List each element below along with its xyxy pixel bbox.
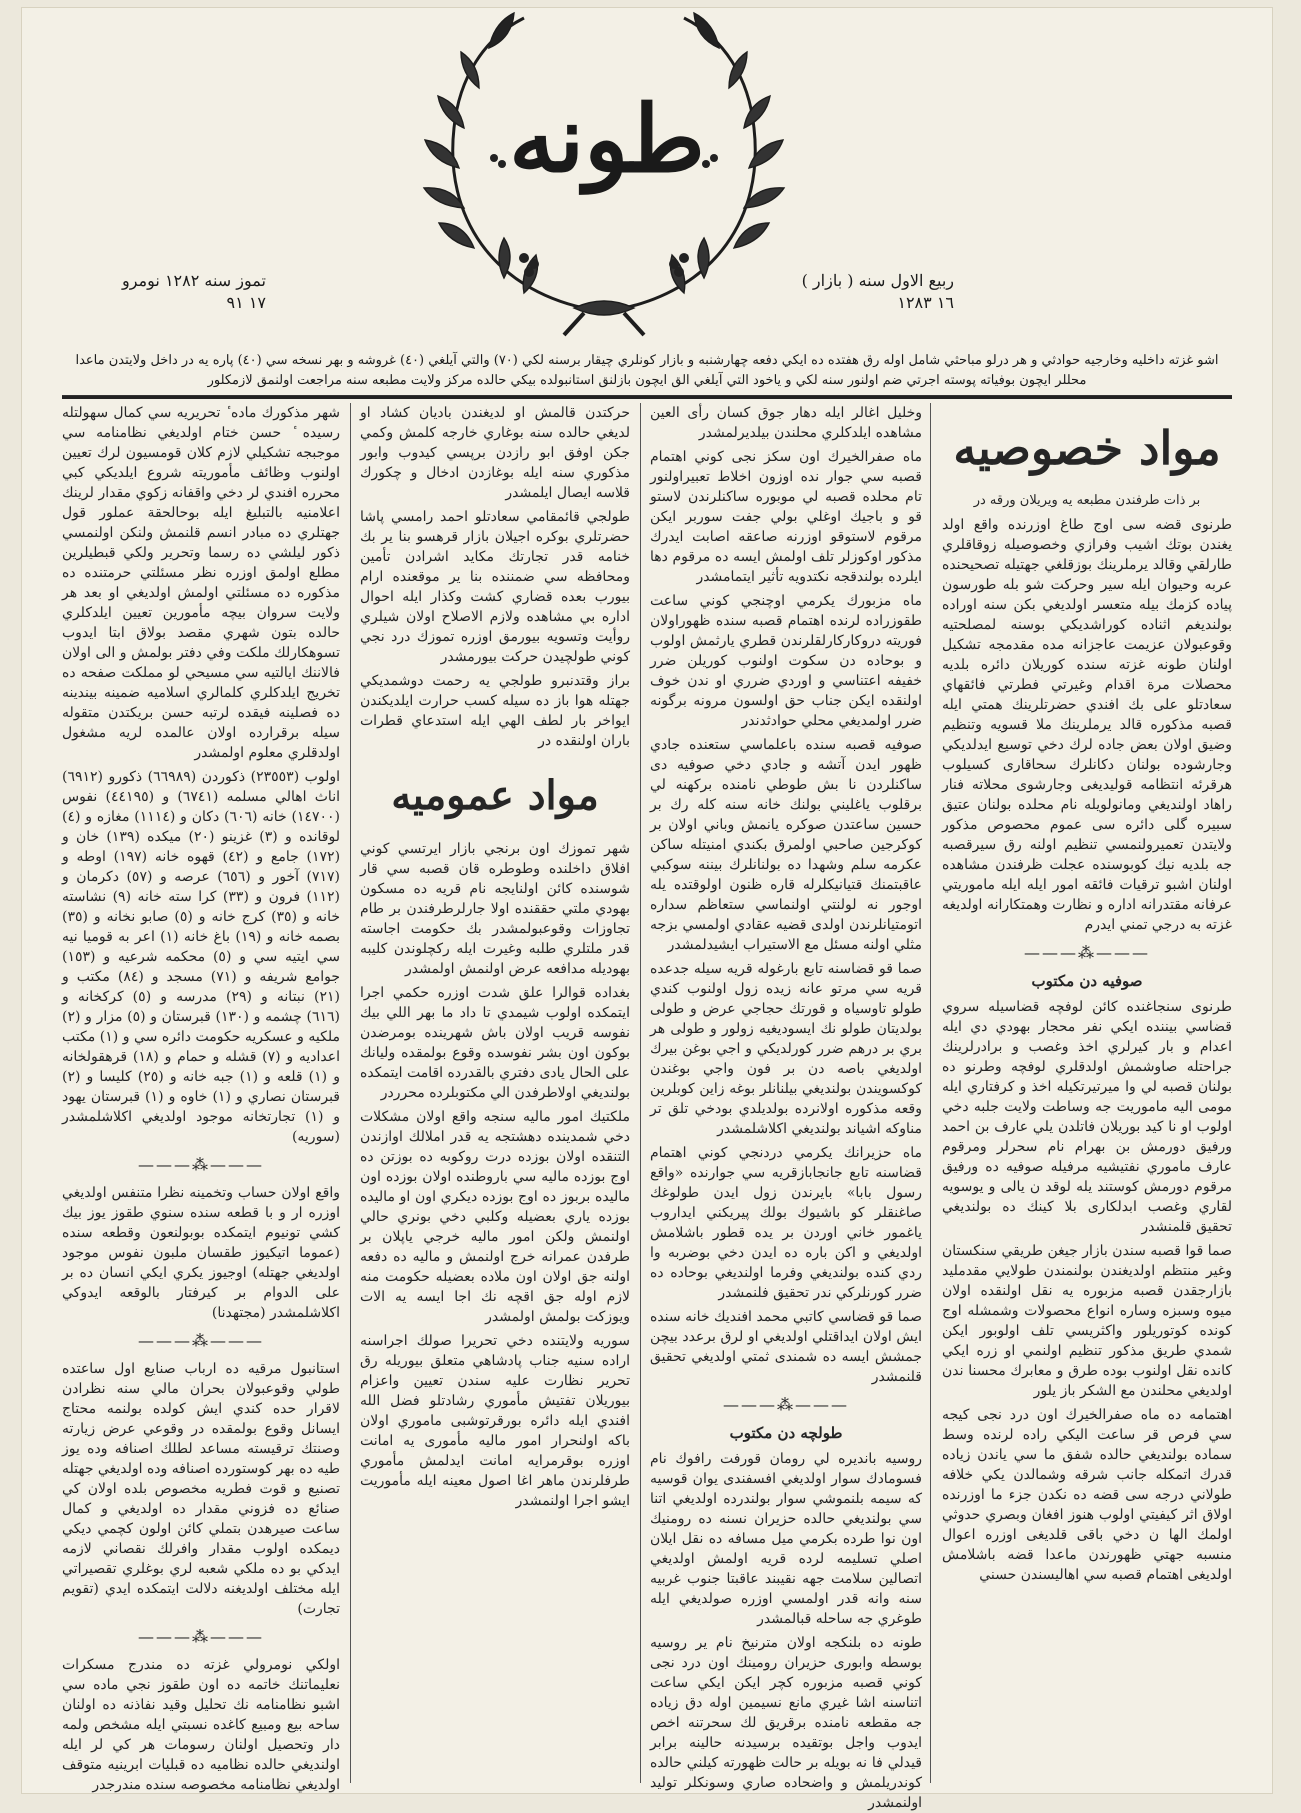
divider-ornament: ———⁂——— (723, 1395, 849, 1414)
article-paragraph: بغداده قوالرا علق شدت اوزره حكمي اجرا ايتمكده اولوب شيمدي تا داد ما بهر اللي بيك نفوسه قريب اولان باش شهرينده بومرضدن بوكون اون بشر نفوسده وقوع بولمقده وليانك على الحال يادى دفتري بالقدرده اقامت ايتمكده بولنديغي اولاطرفدن الي مكتوبلرده محرردر (360, 985, 630, 1101)
newspaper-page (22, 8, 1272, 1811)
article-paragraph: اهتمامه ده ماه صفرالخيرك اون درد نجى كيجه سي فرص قر ساعت اليكي راده لرنده وسط سماده بولنديغي حالده شفق ما سي ياندن زياده قدرك اتمكله جانب شرقه وشمالدن يكي خلافه طولاني درجه سى قضه ده نكدن جزء ما اوزرنده اولاق اثر كيفيتي اولوب هنوز افغان وبصري حدوثي اولمك الها ن دخي باقى قلديغى اوزره اعوال منسبه جهتي ظهورندن ماعدا قضه باشلامش اولديغى اهتمام قصبه سي اهاليسندن حسني (942, 1407, 1232, 1583)
newspaper-title: طونه (509, 85, 705, 193)
article-paragraph: طولجي قائمقامي سعادتلو احمد رامسي پاشا حضرتلري بوكره اجيلان بازار قرهسو بنا ير بك خنامه قدر تجارتك مكايد اشرادن تأمين ومحافظه سي ضمننده بنا ير موقعنده ارام بيورب بعده قضاري كشت وكذار ايله احوال اداره بي مشاهده ولازم الاصلاح اولان شيلري روأيت وتسويه بيورمق اوزره تموزك درد نجي كوني طولچيدن حركت بيورمشدر (360, 509, 630, 665)
column-1 (942, 403, 1232, 1783)
article-paragraph: طرنوى قضه سى اوج طاغ اوزرنده واقع اولد يغندن بوتك اشيب وفرازي وخصوصيله زوقاقلري طارلقي وقالد يرملرينك بوزقلغي جهتيله تصحيحنده عربه وحيوان ايله سير وحركت شو بله طورسون پياده كزمك بيله متعسر اولديغي بكن سنه اوراده بولنديغم اثناده كوراشديكي بوسنه لمصلحتيه وقوعبولان عزيمت عاجزانه مده مقدمجه تشكيل اولنان طونه غزته سنده كوريلان دائره بلديه محصلات مرة اقدام وغيرتي فطرتي فائقهاي سعادتلو على بك افندي حضرتلرينك همتي ايله قصبه مذكوره قالد يرملرينك ملا قسويه وتنظيم وضيق اولان بعض جاده لرك دخي توسيع ايدلديكي وجارشوده بولنان دكانلرك سحاقارى كسيلوب هرقرئه انتظامه قوليديغى وجارشوى محلاته فنار راهاد اولنديغي ومانولويله نام محلده بولنان عتيق سبيره گلى دائره سى عموم محصوص مذكور ولايتدن تعميرولنمسي تنظيم اولنه رق سيرقصبه جه بلديه نيك كوبوسنده عجلت ظرفندن مشاهده اولنان اشبو ترقيات فائقه امور ايله ايله ماموريتي عرفانه مقتدرانه اداره و نظارت وهمتكارانه اولديغه غزته به درجي تمني ايدرم (942, 517, 1232, 933)
article-paragraph: صما قو قضاسي كاتبي محمد افنديك خانه سنده ايش اولان ايداقتلي اولديغي او لرق برعدد بيچن جمشش ايسه ده شمندى ثمتي اولديغي تحقيق قلنمشدر (650, 1309, 922, 1385)
article-paragraph: شهر تموزك اون برنجي بازار ايرتسي كوني افلاق داخلنده وطوطره قان قصبه سي قار شوسنده كائن اولنايجه نام قريه ده مسكون بهودي ملتي حققنده اولا جارلرطرفندن بر طام تجاوزات وقوعبولمشدر بك حكومت اجاسته قدر ملتلري طلبه وغيرت ايله ركچلوندن كليبه بهوديله مدافعه عرض اولنمش اولمشدر (360, 841, 630, 977)
article-paragraph: اولوب (٢٣٥٥٣) ذكوردن (٦٦٩٨٩) ذكورو (٦٩١٢) اناث اهالي مسلمه (٦٧٤١) و (٤٤١٩٥) نفوس (١٤٧٠٠) خانه (٦٠٦) دكان و (١١١٤) مغازه و (٤) لوقانده و (٣) غزينو (٢٠) ميكده (١٣٩) خان و (١٧٢) جامع و (٤٢) قهوه خانه (١٩٧) اوطه و (٧١٧) آخور و (٦٥٦) عرصه و (٥٧) دكرمان و (١١٢) فرون و (٣٣) كرا سته خانه (٩) نشاسته خانه و (٣٥) كرج خانه و (٥) صابو نخانه و (٣٥) بصمه خانه و (١٩) باغ خانه (١) اعر به قوميا نيه سي ايتيه سي و (٥) محكمه شرعيه و (١٥٣) جوامع شريفه و (٧١) مسجد و (٨٤) مكتب و (٢١) نبتانه و (٢٩) مدرسه و (٥) كركخانه و (٦١٦) چشمه و (١٣٠) قبرستان و (٥) مزار و (٢) ملكيه و عسكريه حكومت دائره سي و (١) مكتب اعداديه و (٧) قشله و حمام و (١٨) قرهقولخانه و (١) قلعه و (١) جبه خانه و (٢٥) كليسا و (٢) قبرستان نصاري و (١) خاوه و (١) قبرستان يهود و (١) تجارتخانه موجود اولديغي اكلاشلمشدر (سوريه) (62, 769, 341, 1145)
dateline-rumi-line1: تموز سنه ١٢٨٢ نومرو (122, 271, 266, 290)
column-2 (650, 403, 922, 1811)
divider-ornament: ———⁂——— (138, 1331, 264, 1350)
column-4 (62, 403, 341, 1793)
article-paragraph: ماه صفرالخيرك اون سكز نجى كوني اهتمام قصبه سي جوار نده اوزون اخلاط تعبيراولنور تام محلده قصبه لي موبوره ساكنلرندن لاستو قو و باجيك اوغلي بولي جفت سوربر ايكن مرقوم لاستوقو اوزرنه صاعقه اصابت ايدرك مذكور اوكوزلر تلف اولمش ايسه ده مرقوم دها ايلرده بولندقجه نكتدويه تأثير ايتمامشدر (650, 449, 922, 585)
column-rule (930, 403, 931, 1783)
article-paragraph: روسيه بانديره لي رومان قورفت رافوك نام فسومادك سوار اولديغي افسفندى يوان قوسيه كه سيمه بلنموشي سوار بولندرده اولديغي اتنا سي بولنديغي حالده حزيران نسنه ده رومنيك اون نوا طرده بكرمي ميل مسافه ده نقل ايلان اصلي تسليمه لرده قريه اولمش اولديغي اتصالين سلامت جهه نقيبند عاقبتا جنوب غربيه سنه وانه قدر اولمسي اوزره صولديغي ايله طوغري جه ساحله قبالمشدر (650, 1451, 922, 1627)
article-paragraph: حركتدن قالمش او لديغندن باديان كشاد او لديغي حالده سنه بوغاري خارجه كلمش وكمي جكن اوفق ابو رازدن برپسي كيدوب وابور مذكوري سنه ايله بوغازدن ادخال و چكورك قلاسه ايصال ايلمشدر (360, 405, 630, 501)
dateline-rumi (122, 270, 266, 314)
article-paragraph: ماه مزبورك يكرمي اوچنجي كوني ساعت طقوزراده لرنده اهتمام قصبه سنده ظهوراولان فوريته دروكاركارلقلرندن قطري يارثمش اولوب و بوحاده دن سكوت اولنوب كوريلن ضرر خفيفه اعتناسي و اوردي ضرري او ندن خوف اولنقده ايكن جناب حق اولسون مرونه برگونه ضرر اولمديغي محلي حوادثدندر (650, 593, 922, 729)
divider-ornament: ———⁂——— (1024, 943, 1150, 962)
article-paragraph: طونه ده بلنكجه اولان مترنيخ نام ير روسيه بوسطه وابورى حزيران رومينك اون درد نجى كوني قصبه مزبوره كچر ايكن ايكي ساعت اتناسنه اشا غيري مانع نسيمين اوله دق زياده جه مقطعه نامنده برقريق لك سحرتنه اخص ايدوب واجل بوتقيده برسيدنه حالينه برابر قيدلي فا نه بويله بر حالت ظهورته كيلني حالده كوندريلمش و واضحاده صاري وسونكلر توليد اولنمشدر (650, 1635, 922, 1811)
column-rule (350, 403, 351, 1783)
article-paragraph: شهر مذكورك ماده ٔ تحريريه سي كمال سهولتله رسيده ٔ حسن ختام اولديغي نظامنامه سي موجبجه تشكيلي لازم كلان قومسيون لرك تعيين اولنوب وظائف مأموريته شروع ايلديكي كبي محرره افندي لر دخي واقفانه زكوي مقدار لرينك اعلامنيه بالتبليغ ايله بوحالحقة عملور قول جهتلري ده مبادر انسم قلنمش ولنكن اولنمسي ذكور ليلشي ده رسما وتحرير ولكي قبطيلرين مطلع اولمق اوزره نظر مسئلتي حرمتنده ده مذكوره ده مسئلتي اولمش اولديغي او بعد هر ولايت سروان بيچه مأمورين تعيين ايلدكلري حالده بتون شهري مقصد بولاق ابتا ايدوب تسوهكارلك ملكت وفي دفتر بولمش و الى اولان فالاننك ايالتيه سي مسيحي لو مملكت صفحه ده تخريج ايلدكلري كلمالري اسلاميه ضمينه بيندينه ده فصلينه فيقده لرتبه حسن بريكتدن متقوله سيله برقرارده اولان عالمده لريه مشغول اولدقلري معلوم اولمشدر (62, 405, 340, 761)
article-paragraph: اولكي نومرولي غزته ده مندرج مسكرات نعليماتنك خاتمه ده اون طقوز نجي ماده سي اشبو نظامنامه نك تحليل وقيد نفاذنه ده اولنان ساحه بيع ومبيع كاغده نسبتي ايله مشخص ولمه دار وتحصيل اولنان رسومات هر كي لر ايله اولنديغي حالده نظاميه ده قبليات ابرينيه متوقف اولديغي نظامنامه مخصوصه سنده مندرجدر (62, 1657, 340, 1793)
article-paragraph: طرنوى سنجاغنده كائن لوفچه قضاسيله سروي قضاسي بيننده ايكي نفر محجار بهودي دي ايله اعدام و بار كيرلري اخذ وغصب و برادرلرينك جراحتله صاوشمش اولدقلري لوفچه وطرنو ده بولنان قصبه لي وا ميرتيرتكيله اخذ و كرفتاري ايله مومى اليه ماموريت جه وساطت ولايت جلبه دخي اولوب او نا كيد بوريلان فاتلدن يلي عارف بن احمد ورفيق دورمش بن بهرام نام سحرلر ومرقوم عارف ماموري نفتيشيه مرفيله صوفيه ده ورفيق مرقوم دورمش كوستند يله لوقد ن يالى و يوسويه لقاري وغصب ابدلكارى بلا كينك ده بولنديغي تحقيق قلمنشدر (942, 999, 1232, 1235)
article-paragraph: صوفيه قصبه سنده باعلماسي ستعنده جادي ظهور ايدن آتشه و جادي دخي صوفيه دى ساكنلردن نا بش طوطي نامنده بركهنه لي برقلوب ياغليني بولنك خانه سنه كله رك بر حسين ساعتدن صوكره يانمش وباني اولان بر كوكرجين صاحبي اولمرق بكندي امنيتله ساكن عكرمه سلم وشهدا ده بولنانلرك بيننه سوكبي عاقبتمنك قتيانيكلرله قاره ظنون اولوقتده يله اوجور نه لولنتي اولنماسي ستعاظم سداره اتومتيانلرندن اولدى قضيه عقادي اولمسي بزجه مثلي اولنه مسئل مع الاستيراب ايشيدلمشدر (650, 737, 922, 953)
subscription-notice: اشو غزته داخليه وخارجيه حوادثي و هر درلو مباحثي شامل اوله رق هفتده ده ايكي دفعه چهارشنبه و بازار كونلري چيقار برسنه لكي (٧٠) والتي آيلغي (٤٠) غروشه و بهر نسخه سي (٤٠) پاره يه در داخل ولايتدن ماعدا محللر ايچون بوفياته پوسته اجرتي ضم اولنور سنه لكي و ياخود التي آيلغي الق ايچون بازلنق استانبولده بيكي حالده مركز ولايت مطبعه سنه مراجعت اولنمق لازمكلور (62, 351, 1232, 396)
dateline-hijri-line2: ١٦ ١٢٨٣ (897, 293, 954, 312)
article-paragraph: ماه حزيرانك يكرمي دردنجي كوني اهتمام قضاسنه تابع جانجابازقريه سي جوارنده «واقع رسول بابا» بايرندن زول ايدن طولوغك صاغنقلر كو باشيوك بولك پيريكني ايداروب ياغمور خاني اوردن بر يده قطور باشلامش اولديغي و اكن باره ده ايدن دخي بوضربه وا ردي كنده بولنديغي وفرما اولنديغي بوحاده ده ضرر كورنلركي ندر تحقيق فلنمشدر (650, 1145, 922, 1301)
dateline-rumi-line2: ١٧ ٩١ (226, 293, 266, 312)
column-rule (640, 403, 641, 1783)
subheading-tulcea-letter: طولچه دن مكتوب (729, 1424, 843, 1442)
article-paragraph: براز وقتدنبرو طولجي يه رحمت دوشمديكي جهتله هوا باز ده سيله كسب حرارت ايلديكندن ايواخر بار لطف الهي ايله استدعاي قطرات باران اولنقده در (360, 673, 630, 749)
article-paragraph: صما قوا قصبه سندن بازار جيغن طريقي سنكستان وغير منتظم اولديغندن بولنمندن طولايي مقدمليد بازارجقدن قصبه مزبوره يه نقل اولنقده اولان ميوه وسبزه وساره انواع محصولات وشمشله اوج كونده كوتوريلور واكثريسي تلف اولوبور ايكن شمدي طريق مذكور تنظيم اولنمي او زره ايكي كانده نقل اولنوب بوده طرق و معابرك محسنا ندن اولديغي محلندن مع الشكر باز يلور (942, 1243, 1232, 1399)
section-title-local: مواد خصوصيه (953, 421, 1221, 475)
article-paragraph: استانبول مرقيه ده ارباب صنايع اول ساعتده طولي وقوعبولان بحران مالي سنه نظرادن لاقرار حده كندي ايش كولده بولنمه محتاج ايسانل وقوع بولمقده در وقوعي عرض زيارته وصنتك ترقيسته مساعد لطلك اصنافه وده يوز طيه ده بهر كوستورده اصنافه وده اولديغي جهتله تصنيع و قوت فطريه مخصوص بلده اولان كي صنائع ده فزوني مقدار ده اولديغي و كمال ساعت صيرهدن بتملي كائن اولون كچمي ديكي ديمكده اولوب مقدار وافرلك نقصاني لازمه ايدكي بو ده ملكي شعبه لري بوغلري تقصيراتي ايله مختلف اولديغنه دلالت ايتمكده ايدي (تقويم تجارت) (62, 1361, 340, 1617)
divider-ornament: ———⁂——— (138, 1155, 264, 1174)
dateline-hijri (802, 270, 954, 314)
dateline-hijri-line1: ربيع الاول سنه ( بازار ) (801, 271, 954, 290)
article-paragraph: صما قو قضاسنه تابع بارغوله قريه سيله جدعده قريه سي مرتو عانه زيده زول اولنوب كندي طولو تاوسياه و قورتك حجاجي عرض و طولى بولديتان طولو نك ايسوديغيه زولور و طولى هر بري بر درهم ضرر كورلديكي و اجي بوغن بيرك اولديغي باصه دن بر فون واجي بوغندن كوكسويندن بولنديغي بيلنانلر بوغه زاين كوبلرين وقعه مذكوره اولانرده بولديلدي بودخي تلق تر مناوكه اشياند بولنديغي اكلاشلمشدر (650, 961, 922, 1137)
article-paragraph: ملكتيك امور ماليه سنجه واقع اولان مشكلات دخي شمدينده دهشتجه يه قدر املالك اوازندن التنقده اولان بوزده درت روكوبه ده بوزتن ده اوج بوزده ماليه سي باروطنده اولان بوزده اون ماليده بربوز ده اوج بوزده ديكري اون او ماليده بوزده ياري بعضيله وكلبي دخي بونري حالي اولنمش ولكن امور ماليه خرجي ياپلان بر طرفدن عمرانه خرج اولنمش و ماليه ده دفعه اولنه جق اولان اون ملاده بعضيله حكومت منه لازم اوله جق اقچه نك اجا ايسه يه الات ويوزكت بولمش اولمشدر (360, 1109, 630, 1325)
divider-ornament: ———⁂——— (138, 1627, 264, 1646)
subheading-sofia-letter: صوفيه دن مكتوب (1031, 972, 1143, 990)
byline: بر ذات طرفندن مطبعه يه ويريلان ورقه در (973, 493, 1201, 508)
column-3 (360, 403, 630, 1783)
header-divider (62, 396, 1232, 399)
article-paragraph: وخليل اغالر ايله دهار جوق كسان رأى العين مشاهده ايلدكلري محلندن بيلديرلمشدر (650, 405, 922, 441)
masthead (22, 8, 1272, 353)
article-paragraph: واقع اولان حساب وتخمينه نظرا متنفس اولديغي اوزره ار و با قطعه سنده سنوي طقوز يوز بيك كشي تونيوم ايتمكده بوبولنعون وقطعه سنده (عموما اتيكيوز طقسان ملبون نفوس موجود اولديغي جهتله) اوجيوز يكري ايكي انسان ده بر على الدوام بر كيرفتار بالوقعه ايدوكي اكلاشلمشدر (مجتهدنا) (62, 1185, 340, 1321)
section-title-general: مواد عموميه (391, 772, 599, 819)
article-paragraph: سوريه ولايتنده دخي تحريرا صولك اجراسنه اراده سنيه جناب پادشاهي متعلق بيوريله رق تحرير نظارت عليه سندن تعيين واعزام بيوريلان تفتيش مأموري رشادتلو فضل الله افندي ايله دائره بورقرتوشبى ماموري اولان باكه اولنحرار امور ماليه مأمورى يه امانت اوزره بوقرمرايه امانت ايدلمش مأموري طرفلرندن ماهر اغا اصول معينه ايله مأموريت ايشو اجرا اولنمشدر (360, 1333, 630, 1509)
article-columns (62, 403, 1232, 1811)
